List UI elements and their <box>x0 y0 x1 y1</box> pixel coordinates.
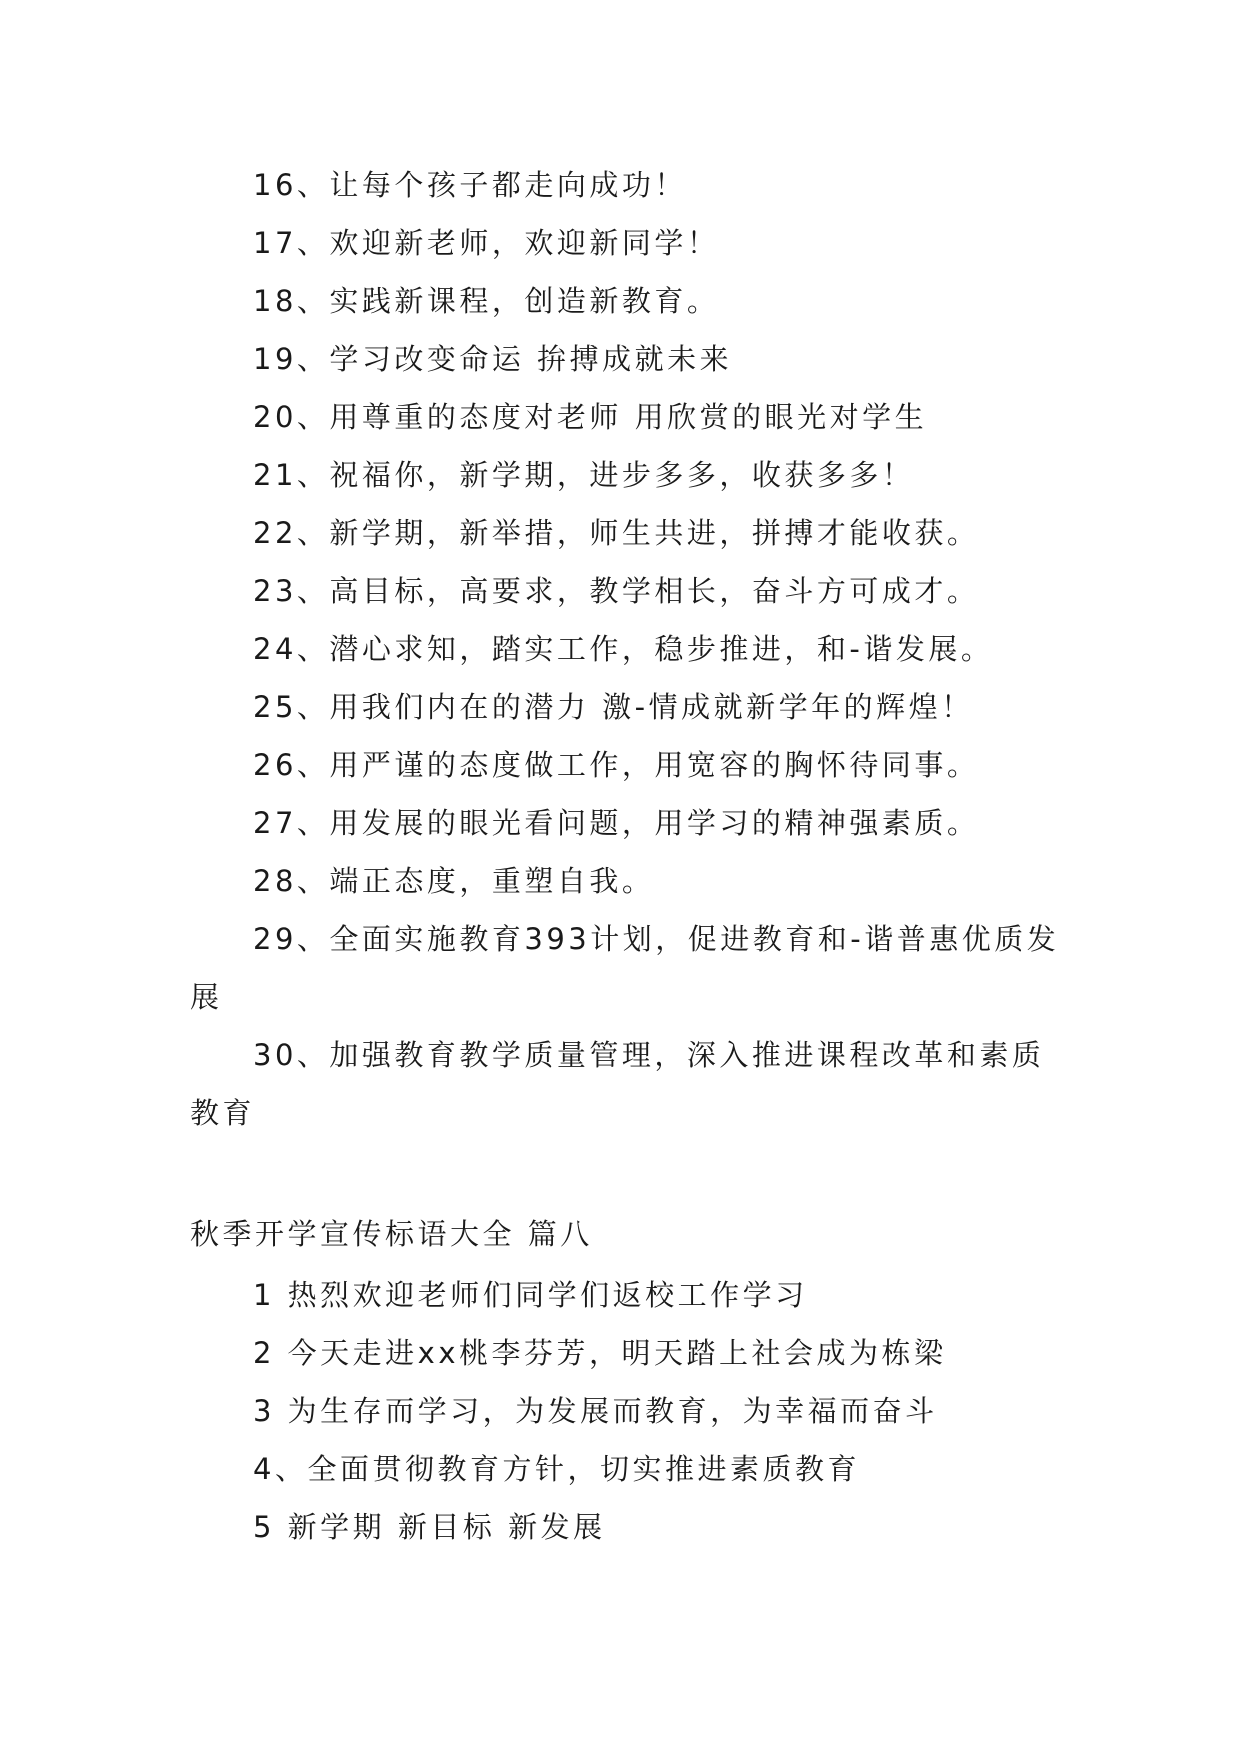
list-item: 17、欢迎新老师，欢迎新同学！ <box>253 226 720 260</box>
section-heading-block <box>190 1205 1060 1263</box>
list-item: 26、用严谨的态度做工作，用宽容的胸怀待同事。 <box>253 748 980 782</box>
list-item: 21、祝福你，新学期，进步多多，收获多多！ <box>253 458 915 492</box>
section-heading: 秋季开学宣传标语大全 篇八 <box>190 1217 593 1251</box>
list-item: 29、全面实施教育393计划，促进教育和-谐普惠优质发展 <box>190 922 1060 1014</box>
list-item: 16、让每个孩子都走向成功！ <box>253 168 687 202</box>
slogan-list-1 <box>190 156 1060 1142</box>
list-item: 24、潜心求知，踏实工作，稳步推进，和-谐发展。 <box>253 632 994 666</box>
list-item: 30、加强教育教学质量管理，深入推进课程改革和素质教育 <box>190 1038 1045 1130</box>
list-item: 4、全面贯彻教育方针，切实推进素质教育 <box>253 1452 860 1486</box>
list-item: 20、用尊重的态度对老师 用欣赏的眼光对学生 <box>253 400 928 434</box>
slogan-list-2 <box>190 1266 1060 1556</box>
list-item: 22、新学期，新举措，师生共进，拼搏才能收获。 <box>253 516 980 550</box>
list-item: 1 热烈欢迎老师们同学们返校工作学习 <box>253 1278 808 1312</box>
list-item: 28、端正态度，重塑自我。 <box>253 864 655 898</box>
list-item: 2 今天走进xx桃李芬芳，明天踏上社会成为栋梁 <box>253 1336 947 1370</box>
list-item: 23、高目标，高要求，教学相长，奋斗方可成才。 <box>253 574 980 608</box>
list-item: 18、实践新课程，创造新教育。 <box>253 284 720 318</box>
list-item: 19、学习改变命运 拚搏成就未来 <box>253 342 733 376</box>
list-item: 25、用我们内在的潜力 激-情成就新学年的辉煌！ <box>253 690 974 724</box>
list-item: 3 为生存而学习，为发展而教育，为幸福而奋斗 <box>253 1394 938 1428</box>
list-item: 5 新学期 新目标 新发展 <box>253 1510 606 1544</box>
list-item: 27、用发展的眼光看问题，用学习的精神强素质。 <box>253 806 980 840</box>
